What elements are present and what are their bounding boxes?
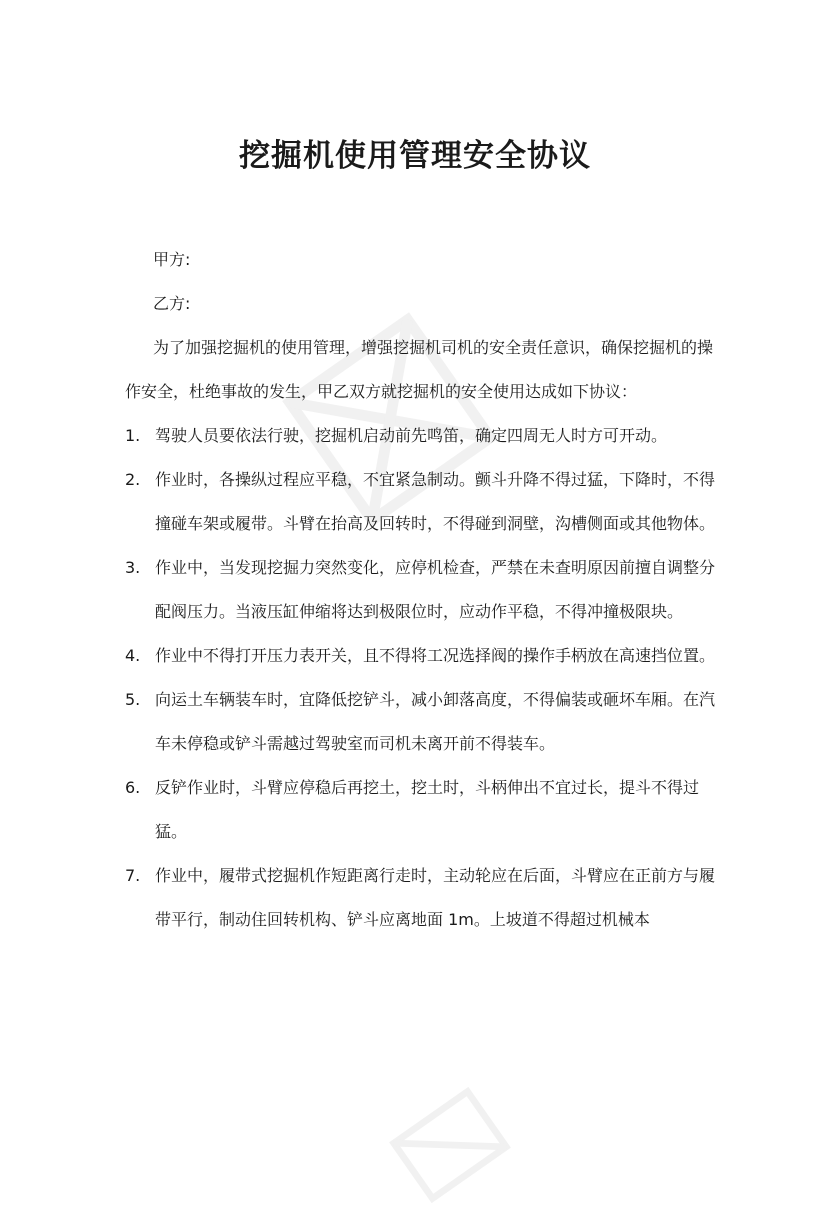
document-title: 挖掘机使用管理安全协议	[239, 138, 591, 174]
list-item	[125, 458, 715, 546]
list-item	[125, 678, 715, 766]
list-item	[125, 766, 715, 854]
item-text: 作业中不得打开压力表开关，且不得将工况选择阀的操作手柄放在高速挡位置。	[155, 646, 716, 665]
item-text: 驾驶人员要依法行驶，挖掘机启动前先鸣笛，确定四周无人时方可开动。	[155, 426, 668, 445]
list-item	[125, 634, 715, 678]
party-a-label: 甲方:	[153, 250, 191, 269]
list-item	[125, 414, 715, 458]
watermark-icon	[375, 1074, 525, 1216]
intro-paragraph: 为了加强挖掘机的使用管理，增强挖掘机司机的安全责任意识，确保挖掘机的操作安全，杜绝事故的发生，甲乙双方就挖掘机的安全使用达成如下协议：	[125, 338, 714, 401]
item-text: 作业时，各操纵过程应平稳，不宜紧急制动。颤斗升降不得过猛，下降时，不得撞碰车架或履带。斗臂在抬高及回转时，不得碰到洞壁，沟槽侧面或其他物体。	[155, 470, 716, 533]
list-item	[125, 546, 715, 634]
document-body	[125, 238, 715, 942]
item-text: 反铲作业时，斗臂应停稳后再挖土，挖土时，斗柄伸出不宜过长，提斗不得过猛。	[155, 778, 700, 841]
agreement-items-list	[125, 414, 715, 942]
item-number: 4.	[125, 646, 141, 665]
party-b-label: 乙方:	[153, 294, 191, 313]
item-number: 5.	[125, 690, 141, 709]
item-text: 作业中，履带式挖掘机作短距离行走时，主动轮应在后面，斗臂应在正前方与履带平行，制动住回转机构、铲斗应离地面 1m。上坡道不得超过机械本	[155, 866, 716, 929]
item-number: 3.	[125, 558, 141, 577]
item-text: 向运土车辆装车时，宜降低挖铲斗，减小卸落高度，不得偏装或砸坏车厢。在汽车未停稳或铲斗需越过驾驶室而司机未离开前不得装车。	[155, 690, 716, 753]
item-text: 作业中，当发现挖掘力突然变化，应停机检查，严禁在未查明原因前擅自调整分配阀压力。当液压缸伸缩将达到极限位时，应动作平稳，不得冲撞极限块。	[155, 558, 716, 621]
item-number: 1.	[125, 426, 141, 445]
item-number: 2.	[125, 470, 141, 489]
item-number: 7.	[125, 866, 141, 885]
list-item	[125, 854, 715, 942]
item-number: 6.	[125, 778, 141, 797]
